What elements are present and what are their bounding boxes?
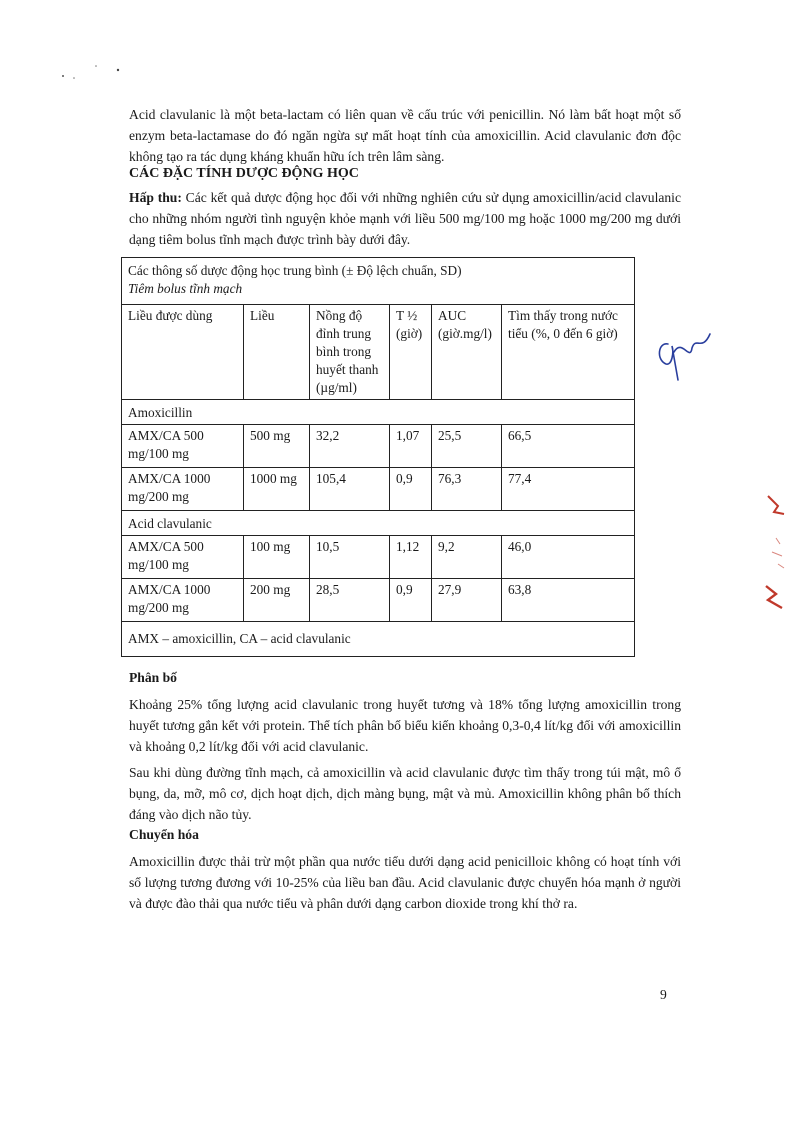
table-footnote: AMX – amoxicillin, CA – acid clavulanic [122, 622, 635, 657]
table-header-row [122, 305, 635, 400]
handwritten-initials [648, 322, 718, 382]
pharmacokinetic-table [121, 257, 635, 657]
table-cell: 1,12 [390, 536, 432, 579]
table-group-row [122, 400, 635, 425]
table-cell: 1000 mg [244, 468, 310, 511]
stamp-fragment [754, 478, 799, 618]
distribution-paragraph-1: Khoảng 25% tổng lượng acid clavulanic trong huyết tương và 18% tổng lượng amoxicillin trong huyết tương gắn kết với protein. Thể tích phân bố biểu kiến khoảng 0,3-0,4 lít/kg đối với amoxicillin và khoảng 0,2 lít/kg đối với acid clavulanic. [129, 697, 681, 754]
intro-paragraph: Acid clavulanic là một beta-lactam có liên quan về cấu trúc với penicillin. Nó làm bất hoạt một số enzym beta-lactamase do đó ngăn ngừa sự mất hoạt tính của amoxicillin. Acid clavulanic đơn độc không tạo ra tác dụng kháng khuẩn hữu ích trên lâm sàng. [129, 107, 681, 164]
table-caption [122, 258, 635, 305]
scan-dots [60, 62, 130, 84]
column-header: Liều được dùng [122, 305, 244, 400]
absorption-text: Các kết quả dược động học đối với những nghiên cứu sử dụng amoxicillin/acid clavulanic cho những nhóm người tình nguyện khỏe mạnh với liều 500 mg/100 mg hoặc 1000 mg/200 mg dưới dạng tiêm bolus tĩnh mạch được trình bày dưới đây. [129, 190, 681, 247]
metabolism-heading: Chuyển hóa [129, 827, 199, 842]
table-cell: 28,5 [310, 579, 390, 622]
table-cell: 66,5 [502, 425, 635, 468]
column-header: Liều [244, 305, 310, 400]
table-caption-title: Các thông số dược động học trung bình (± Độ lệch chuẩn, SD) [128, 263, 462, 278]
absorption-label: Hấp thu: [129, 190, 182, 205]
table-cell: 1,07 [390, 425, 432, 468]
table-cell: 10,5 [310, 536, 390, 579]
column-header: Tìm thấy trong nước tiểu (%, 0 đến 6 giờ) [502, 305, 635, 400]
table-group-row [122, 511, 635, 536]
table-cell: AMX/CA 500 mg/100 mg [122, 536, 244, 579]
table-cell: 500 mg [244, 425, 310, 468]
group-label: Acid clavulanic [122, 511, 635, 536]
table-cell: 9,2 [432, 536, 502, 579]
table-caption-subtitle: Tiêm bolus tĩnh mạch [128, 281, 243, 296]
table-cell: 0,9 [390, 468, 432, 511]
table-cell: 63,8 [502, 579, 635, 622]
column-header: AUC (giờ.mg/l) [432, 305, 502, 400]
table-cell: 100 mg [244, 536, 310, 579]
table-row [122, 425, 635, 468]
group-label: Amoxicillin [122, 400, 635, 425]
pharmacokinetics-heading: CÁC ĐẶC TÍNH DƯỢC ĐỘNG HỌC [129, 166, 359, 181]
table-row [122, 468, 635, 511]
column-header: Nồng độ đỉnh trung bình trong huyết thanh (µg/ml) [310, 305, 390, 400]
table-cell: 46,0 [502, 536, 635, 579]
column-header: T ½ (giờ) [390, 305, 432, 400]
distribution-paragraph-2: Sau khi dùng đường tĩnh mạch, cả amoxicillin và acid clavulanic được tìm thấy trong túi mật, mô ổ bụng, da, mỡ, mô cơ, dịch hoạt dịch, dịch màng bụng, mật và mủ. Amoxicillin không phân bố thích đáng vào dịch não tủy. [129, 765, 681, 822]
distribution-heading: Phân bố [129, 670, 177, 685]
table-cell: 25,5 [432, 425, 502, 468]
table-cell: 76,3 [432, 468, 502, 511]
table-cell: 105,4 [310, 468, 390, 511]
absorption-paragraph [129, 187, 681, 250]
table-row [122, 536, 635, 579]
table-cell: 0,9 [390, 579, 432, 622]
table-row [122, 579, 635, 622]
table-cell: 27,9 [432, 579, 502, 622]
table-cell: 32,2 [310, 425, 390, 468]
table-cell: 77,4 [502, 468, 635, 511]
metabolism-paragraph: Amoxicillin được thải trừ một phần qua nước tiểu dưới dạng acid penicilloic không có hoạt tính với số lượng tương đương với 10-25% của liều ban đầu. Acid clavulanic được chuyển hóa mạnh ở người và được đào thải qua nước tiểu và phân dưới dạng carbon dioxide trong khí thở ra. [129, 854, 681, 911]
table-cell: AMX/CA 1000 mg/200 mg [122, 579, 244, 622]
table-cell: 200 mg [244, 579, 310, 622]
page-number: 9 [660, 987, 667, 1002]
table-cell: AMX/CA 500 mg/100 mg [122, 425, 244, 468]
table-cell: AMX/CA 1000 mg/200 mg [122, 468, 244, 511]
